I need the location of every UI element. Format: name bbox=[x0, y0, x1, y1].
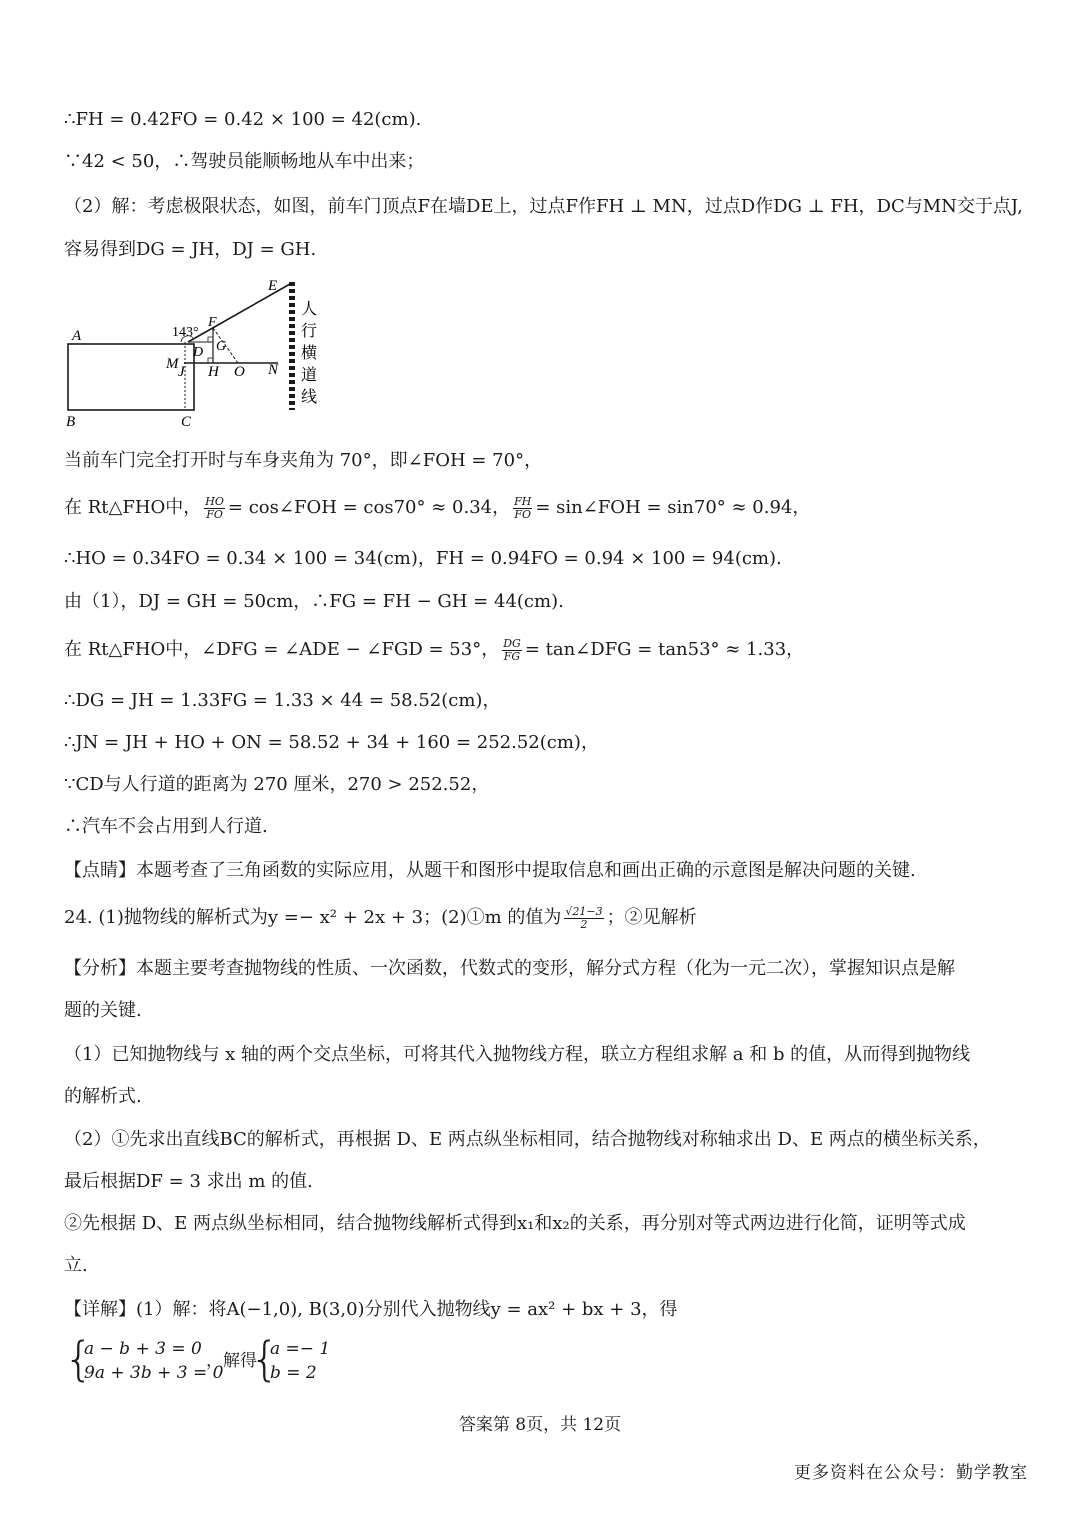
label-h: H bbox=[208, 364, 219, 380]
solve-label: ，解得 bbox=[206, 1351, 257, 1371]
label-f: F bbox=[208, 315, 217, 330]
text-line-dg: ∴DG = JH = 1.33FG = 1.33 × 44 = 58.52(cm)， bbox=[64, 690, 501, 711]
label-a: A bbox=[72, 328, 82, 344]
wall-char-3: 横 bbox=[301, 345, 318, 362]
q24-answer-suffix: ；②见解析 bbox=[606, 907, 697, 928]
text-line-fh: ∴FH = 0.42FO = 0.42 × 100 = 42(cm). bbox=[64, 109, 422, 130]
text-line-fg: 由（1），DJ = GH = 50cm，∴FG = FH − GH = 44(cm). bbox=[64, 591, 564, 612]
text-line-analysis: 【分析】本题主要考查抛物线的性质、一次函数，代数式的变形，解分式方程（化为一元二次），掌握知识点是解 bbox=[64, 958, 955, 979]
text-line-step2b-cont: 立. bbox=[64, 1255, 88, 1276]
fraction-dg-fg: $\frac{DG}{FG}$ bbox=[503, 636, 521, 663]
trig1-sin: = sin∠FOH = sin70° ≈ 0.94， bbox=[535, 497, 811, 518]
trig1-prefix: 在 Rt△FHO中， bbox=[64, 497, 202, 518]
left-brace: { bbox=[64, 1332, 94, 1386]
fraction-m-value: $\frac{√21-3}{2}$ bbox=[565, 904, 603, 931]
text-line-step2: （2）①先求出直线BC的解析式，再根据 D、E 两点纵坐标相同，结合抛物线对称轴求出 D、E 两点的横坐标关系， bbox=[64, 1129, 991, 1150]
text-line-step1-cont: 的解析式. bbox=[64, 1086, 142, 1107]
label-b: B bbox=[66, 414, 76, 430]
q24-answer-prefix: 24. (1)抛物线的解析式为y =− x² + 2x + 3；(2)①m 的值为 bbox=[64, 907, 562, 928]
label-e: E bbox=[268, 278, 278, 294]
solution-2: b = 2 bbox=[270, 1363, 317, 1383]
tan-prefix: 在 Rt△FHO中，∠DFG = ∠ADE − ∠FGD = 53°， bbox=[64, 639, 500, 660]
wall-char-2: 行 bbox=[301, 323, 318, 340]
trig1-cos: = cos∠FOH = cos70° ≈ 0.34， bbox=[227, 497, 511, 518]
car-body bbox=[68, 344, 194, 410]
label-d: D bbox=[193, 345, 204, 360]
text-line-cd: ∵CD与人行道的距离为 270 厘米，270 > 252.52， bbox=[64, 774, 490, 795]
label-angle: 143° bbox=[172, 325, 199, 340]
right-angle-g bbox=[208, 337, 213, 342]
text-line-q24-answer bbox=[64, 904, 697, 932]
text-line-angle70: 当前车门完全打开时与车身夹角为 70°，即∠FOH = 70°， bbox=[64, 450, 543, 471]
label-c: C bbox=[181, 414, 192, 430]
fraction-fh-fo: $\frac{FH}{FO}$ bbox=[514, 494, 532, 521]
text-line-step2-cont: 最后根据DF = 3 求出 m 的值. bbox=[64, 1171, 313, 1192]
text-line-ho: ∴HO = 0.34FO = 0.34 × 100 = 34(cm)，FH = 0.94FO = 0.94 × 100 = 94(cm). bbox=[64, 548, 782, 569]
label-j: J bbox=[178, 364, 185, 380]
equation-1: a − b + 3 = 0 bbox=[84, 1339, 202, 1359]
text-line-step2b: ②先根据 D、E 两点纵坐标相同，结合抛物线解析式得到x₁和x₂的关系，再分别对等式两边进行化简，证明等式成 bbox=[64, 1213, 966, 1234]
label-o: O bbox=[234, 364, 245, 380]
wall-char-5: 线 bbox=[301, 389, 318, 406]
wall-char-1: 人 bbox=[301, 301, 318, 318]
text-line-conclusion: ∴汽车不会占用到人行道. bbox=[64, 816, 268, 837]
text-line-analysis-cont: 题的关键. bbox=[64, 1000, 142, 1021]
text-line-dianjing: 【点睛】本题考查了三角函数的实际应用，从题干和图形中提取信息和画出正确的示意图是解决问题的关键. bbox=[64, 860, 916, 881]
text-line-easy: 容易得到DG = JH，DJ = GH. bbox=[64, 239, 317, 260]
label-g: G bbox=[216, 339, 227, 354]
geometry-diagram bbox=[60, 272, 340, 432]
text-line-part2: （2）解：考虑极限状态，如图，前车门顶点F在墙DE上，过点F作FH ⊥ MN，过点D作DG ⊥ FH，DC与MN交于点J, bbox=[64, 196, 1023, 217]
page-footer: 答案第 8页，共 12页 bbox=[458, 1415, 622, 1435]
label-m: M bbox=[166, 356, 179, 372]
fraction-ho-fo: $\frac{HO}{FO}$ bbox=[205, 494, 224, 521]
equation-2: 9a + 3b + 3 = 0 bbox=[84, 1363, 224, 1383]
text-line-jn: ∴JN = JH + HO + ON = 58.52 + 34 + 160 = 252.52(cm)， bbox=[64, 732, 599, 753]
text-line-detail: 【详解】(1）解：将A(−1,0), B(3,0)分别代入抛物线y = ax² + bx + 3，得 bbox=[64, 1299, 678, 1320]
text-line-tan bbox=[64, 636, 804, 664]
solution-1: a =− 1 bbox=[270, 1339, 331, 1359]
tan-suffix: = tan∠DFG = tan53° ≈ 1.33， bbox=[524, 639, 805, 660]
left-brace-solution: { bbox=[250, 1332, 280, 1386]
wall-char-4: 道 bbox=[301, 367, 318, 384]
text-line-trig1 bbox=[64, 494, 810, 522]
label-n: N bbox=[268, 362, 279, 378]
text-line-step1: （1）已知抛物线与 x 轴的两个交点坐标，可将其代入抛物线方程，联立方程组求解 a 和 b 的值，从而得到抛物线 bbox=[64, 1044, 971, 1065]
watermark: 更多资料在公众号：勤学教室 bbox=[794, 1463, 1028, 1483]
text-line-compare: ∵42 < 50，∴驾驶员能顺畅地从车中出来； bbox=[64, 151, 425, 172]
